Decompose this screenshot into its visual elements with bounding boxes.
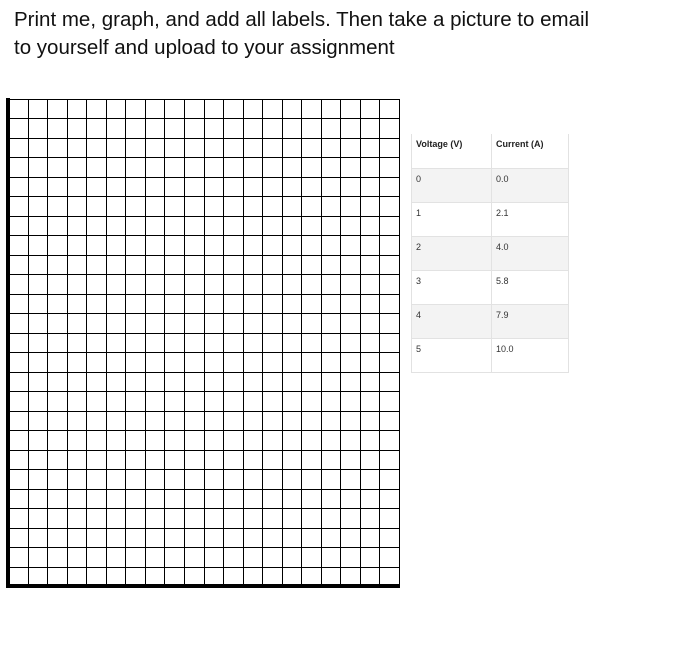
data-table — [411, 134, 569, 373]
current-cell: 4.0 — [492, 237, 569, 271]
instructions — [14, 6, 674, 62]
header-current: Current (A) — [492, 134, 569, 169]
current-cell: 10.0 — [492, 339, 569, 373]
graph-paper-grid — [5, 98, 401, 590]
current-cell: 2.1 — [492, 203, 569, 237]
current-cell: 7.9 — [492, 305, 569, 339]
graph-paper — [5, 98, 401, 590]
voltage-cell: 3 — [412, 271, 492, 305]
header-voltage: Voltage (V) — [412, 134, 492, 169]
voltage-cell: 4 — [412, 305, 492, 339]
table-header-row — [412, 134, 569, 169]
instructions-line-1: Print me, graph, and add all labels. Then take a picture to email — [14, 8, 590, 31]
table-row — [412, 237, 569, 271]
table-row — [412, 169, 569, 203]
current-cell: 5.8 — [492, 271, 569, 305]
current-cell: 0.0 — [492, 169, 569, 203]
table-row — [412, 305, 569, 339]
table-row — [412, 271, 569, 305]
voltage-cell: 0 — [412, 169, 492, 203]
table-row — [412, 203, 569, 237]
instructions-line-2: to yourself and upload to your assignment — [14, 36, 395, 59]
voltage-cell: 2 — [412, 237, 492, 271]
voltage-cell: 1 — [412, 203, 492, 237]
voltage-cell: 5 — [412, 339, 492, 373]
table-row — [412, 339, 569, 373]
